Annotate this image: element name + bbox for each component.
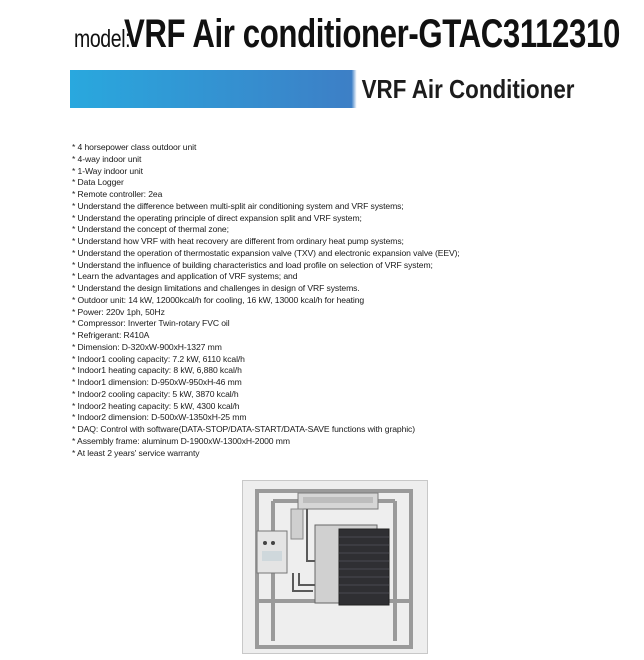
spec-item: * Indoor2 dimension: D-500xW-1350xH-25 mm xyxy=(72,412,247,423)
page-title xyxy=(74,14,644,54)
spec-item: * Understand the design limitations and challenges in design of VRF systems. xyxy=(72,283,360,293)
spec-item: * Understand the difference between multi-split air conditioning system and VRF systems; xyxy=(72,200,404,211)
section-banner xyxy=(70,70,582,108)
spec-item: * Indoor1 heating capacity: 8 kW, 6,880 kcal/h xyxy=(72,365,242,376)
spec-item: * Indoor2 heating capacity: 5 kW, 4300 kcal/h xyxy=(72,400,240,411)
spec-item: * Assembly frame: aluminum D-1900xW-1300xH-2000 mm xyxy=(72,435,290,446)
spec-item: * Understand how VRF with heat recovery are different from ordinary heat pump systems; xyxy=(72,236,404,246)
spec-item: * Understand the operation of thermostatic expansion valve (TXV) and electronic expansion valve (EEV); xyxy=(72,247,460,258)
title-text: VRF Air conditioner-GTAC3112310 xyxy=(124,12,620,56)
spec-item: * At least 2 years' service warranty xyxy=(72,447,200,458)
trainer-illustration xyxy=(243,481,427,653)
spec-item: * Remote controller: 2ea xyxy=(72,189,163,199)
spec-item: * Outdoor unit: 14 kW, 12000kcal/h for cooling, 16 kW, 13000 kcal/h for heating xyxy=(72,294,365,305)
spec-item: * Refrigerant: R410A xyxy=(72,330,150,340)
spec-list xyxy=(72,142,612,459)
spec-item: * Indoor1 dimension: D-950xW-950xH-46 mm xyxy=(72,377,242,387)
banner-label: VRF Air Conditioner xyxy=(361,74,574,104)
spec-item: * 4-way indoor unit xyxy=(72,153,142,164)
spec-item: * Understand the influence of building characteristics and load profile on selection of VRF system; xyxy=(72,259,433,270)
spec-item: * Compressor: Inverter Twin-rotary FVC oil xyxy=(72,318,230,329)
product-photo xyxy=(242,480,428,654)
outdoor-fan-grille xyxy=(339,529,389,605)
spec-item: * Indoor1 cooling capacity: 7.2 kW, 6110 kcal/h xyxy=(72,353,245,364)
spec-item: * DAQ: Control with software(DATA-STOP/DATA-START/DATA-SAVE functions with graphic) xyxy=(72,424,416,434)
title-prefix: model: xyxy=(74,25,131,53)
spec-item: * 1-Way indoor unit xyxy=(72,165,143,176)
spec-item: * 4 horsepower class outdoor unit xyxy=(72,142,197,152)
spec-item: * Understand the concept of thermal zone; xyxy=(72,224,229,235)
spec-item: * Dimension: D-320xW-900xH-1327 mm xyxy=(72,341,222,352)
spec-item: * Data Logger xyxy=(72,177,124,188)
spec-item: * Learn the advantages and application of VRF systems; and xyxy=(72,271,298,282)
spec-item: * Understand the operating principle of direct expansion split and VRF system; xyxy=(72,212,362,223)
spec-item: * Indoor2 cooling capacity: 5 kW, 3870 kcal/h xyxy=(72,388,239,399)
spec-item: * Power: 220v 1ph, 50Hz xyxy=(72,306,165,317)
